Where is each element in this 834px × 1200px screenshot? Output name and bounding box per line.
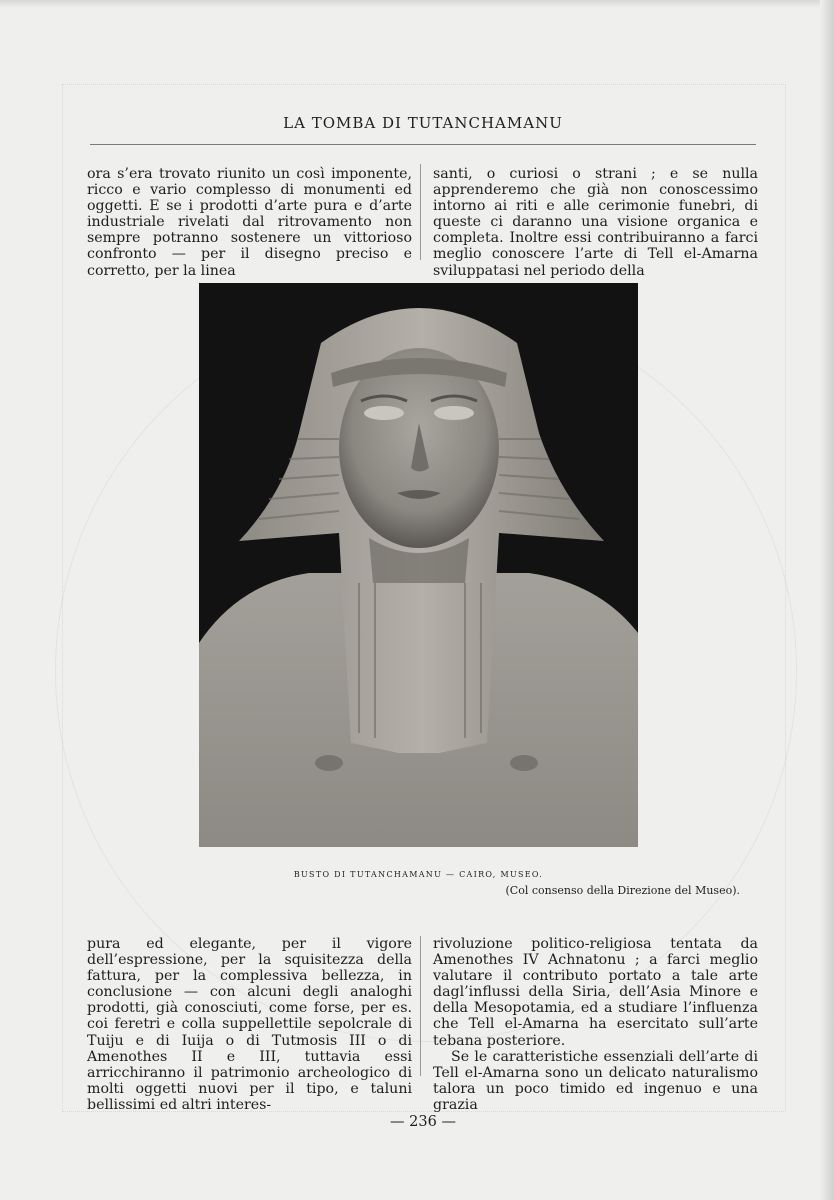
figure-caption: BUSTO DI TUTANCHAMANU — CAIRO, MUSEO. — [293, 870, 544, 879]
figure-credit: (Col consenso della Direzione del Museo). — [505, 884, 740, 897]
bust-photograph — [199, 283, 638, 847]
paragraph: santi, o curiosi o strani ; e se nulla apprenderemo che già non conoscessimo intorno ai riti e alle cerimonie funebri, di queste ci daranno una visione organica e completa. Inoltre essi contribuiranno a farci meglio conoscere l’arte di Tell el-Amarna sviluppatasi nel periodo della — [433, 166, 758, 279]
page-number: — 236 — — [390, 1114, 456, 1130]
bottom-left-column — [87, 936, 412, 1113]
paragraph: rivoluzione politico-religiosa tentata da Amenothes IV Achnatonu ; a farci meglio valutare il contributo portato a tale arte dagl’influssi della Siria, dell’Asia Minore e della Mesopotamia, ed a studiare l’influenza che Tell el-Amarna ha esercitato sull’arte tebana posteriore. — [433, 936, 758, 1049]
header-rule — [90, 144, 756, 145]
bust-illustration — [199, 283, 638, 847]
paragraph: pura ed elegante, per il vigore dell’espressione, per la squisitezza della fattura, per la complessiva bellezza, in conclusione — con alcuni degli analoghi prodotti, già conosciuti, come forse, per es. coi feretri e colla suppellettile sepolcrale di Tuiju e di Iuija o di Tutmosis III o di Amenothes II e III, tuttavia essi arricchiranno il patrimonio archeologico di molti oggetti nuovi per il tipo, e taluni bellissimi ed altri interes- — [87, 936, 412, 1113]
top-right-column — [433, 166, 758, 279]
page-binding-shadow — [820, 0, 834, 1200]
page-edge-shadow — [0, 0, 834, 8]
running-title: LA TOMBA DI TUTANCHAMANU — [283, 114, 563, 132]
top-left-column — [87, 166, 412, 279]
paragraph: Se le caratteristiche essenziali dell’arte di Tell el-Amarna sono un delicato naturalismo talora un poco timido ed ingenuo e una grazia — [433, 1048, 758, 1113]
column-divider — [420, 164, 421, 260]
paragraph: ora s’era trovato riunito un così imponente, ricco e vario complesso di monumenti ed oggetti. E se i prodotti d’arte pura e d’arte industriale rivelati dal ritrovamento non sempre potranno sostenere un vittorioso confronto — per il disegno preciso e corretto, per la linea — [87, 166, 412, 279]
column-divider — [420, 936, 421, 1076]
bottom-right-column — [433, 936, 758, 1113]
